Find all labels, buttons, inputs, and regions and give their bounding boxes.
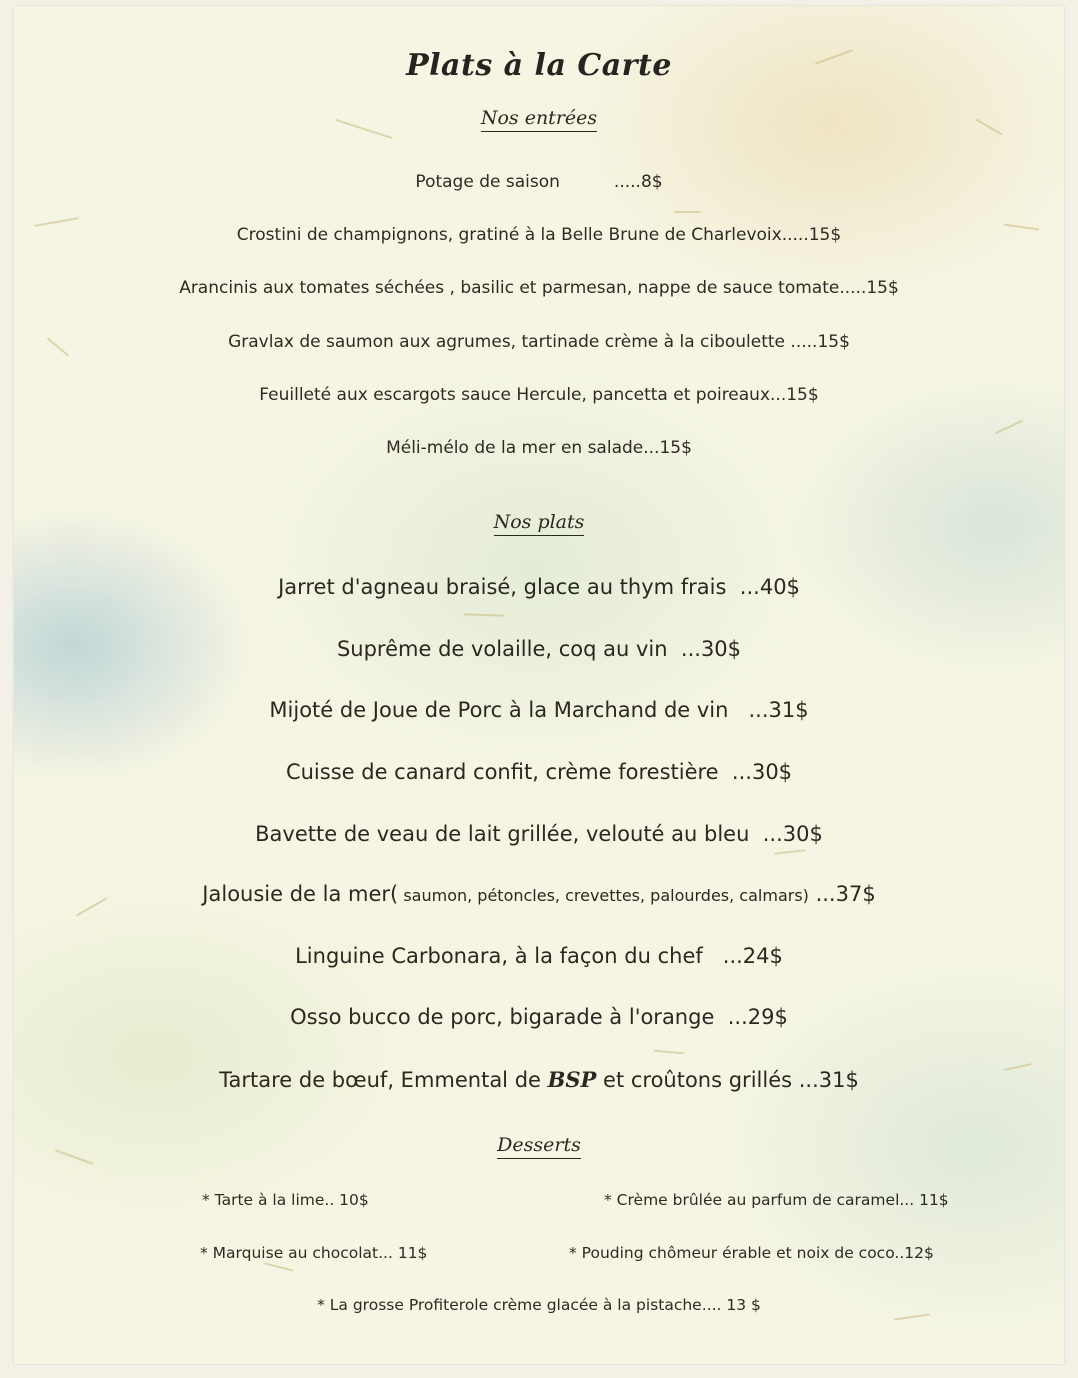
- plats-heading: Nos plats: [14, 511, 1064, 533]
- entree-item: Crostini de champignons, gratiné à la Belle Brune de Charlevoix.....15$: [236, 225, 842, 245]
- paper-fiber: [464, 613, 504, 616]
- entrees-heading: Nos entrées: [14, 107, 1064, 129]
- dessert-item: * La grosse Profiterole crème glacée à la pistache.... 13 $: [317, 1296, 761, 1314]
- plat-item: Cuisse de canard confit, crème forestière ...30$: [285, 760, 793, 784]
- entree-item: Méli-mélo de la mer en salade...15$: [386, 438, 692, 458]
- entree-item: Potage de saison .....8$: [415, 172, 663, 192]
- plat-item-tartare: Tartare de bœuf, Emmental de BSP et croûtons grillés ...31$: [219, 1067, 859, 1092]
- paper-fiber: [654, 1050, 684, 1055]
- plat-item: Linguine Carbonara, à la façon du chef ...24$: [295, 944, 783, 968]
- entree-item: Arancinis aux tomates séchées , basilic et parmesan, nappe de sauce tomate.....15$: [179, 278, 899, 298]
- desserts-heading: Desserts: [14, 1134, 1064, 1156]
- menu-title: Plats à la Carte: [406, 48, 672, 83]
- dessert-item: * Pouding chômeur érable et noix de coco..12$: [569, 1244, 934, 1262]
- paper-fiber: [995, 420, 1023, 434]
- paper-fiber: [674, 211, 700, 213]
- paper-fiber: [774, 849, 806, 854]
- plat-item: Bavette de veau de lait grillée, velouté au bleu ...30$: [255, 822, 823, 846]
- entree-item: Feuilleté aux escargots sauce Hercule, pancetta et poireaux...15$: [259, 385, 819, 405]
- paper-fiber: [264, 1262, 294, 1271]
- plat-item: Jarret d'agneau braisé, glace au thym frais ...40$: [278, 575, 800, 599]
- plat-item-jalousie: Jalousie de la mer( saumon, pétoncles, crevettes, palourdes, calmars) ...37$: [202, 882, 876, 906]
- entree-item: Gravlax de saumon aux agrumes, tartinade crème à la ciboulette .....15$: [228, 332, 850, 352]
- plat-item: Suprême de volaille, coq au vin ...30$: [336, 637, 742, 661]
- plat-item: Osso bucco de porc, bigarade à l'orange ...29$: [290, 1005, 788, 1029]
- plat-item: Mijoté de Joue de Porc à la Marchand de vin ...31$: [269, 698, 809, 722]
- bsp-brand: BSP: [547, 1067, 597, 1092]
- paper-fiber: [894, 1314, 930, 1321]
- dessert-item: * Marquise au chocolat... 11$: [200, 1244, 428, 1262]
- menu-page: [14, 6, 1064, 1364]
- dessert-item: * Crème brûlée au parfum de caramel... 11$: [604, 1191, 949, 1209]
- dessert-item: * Tarte à la lime.. 10$: [202, 1191, 369, 1209]
